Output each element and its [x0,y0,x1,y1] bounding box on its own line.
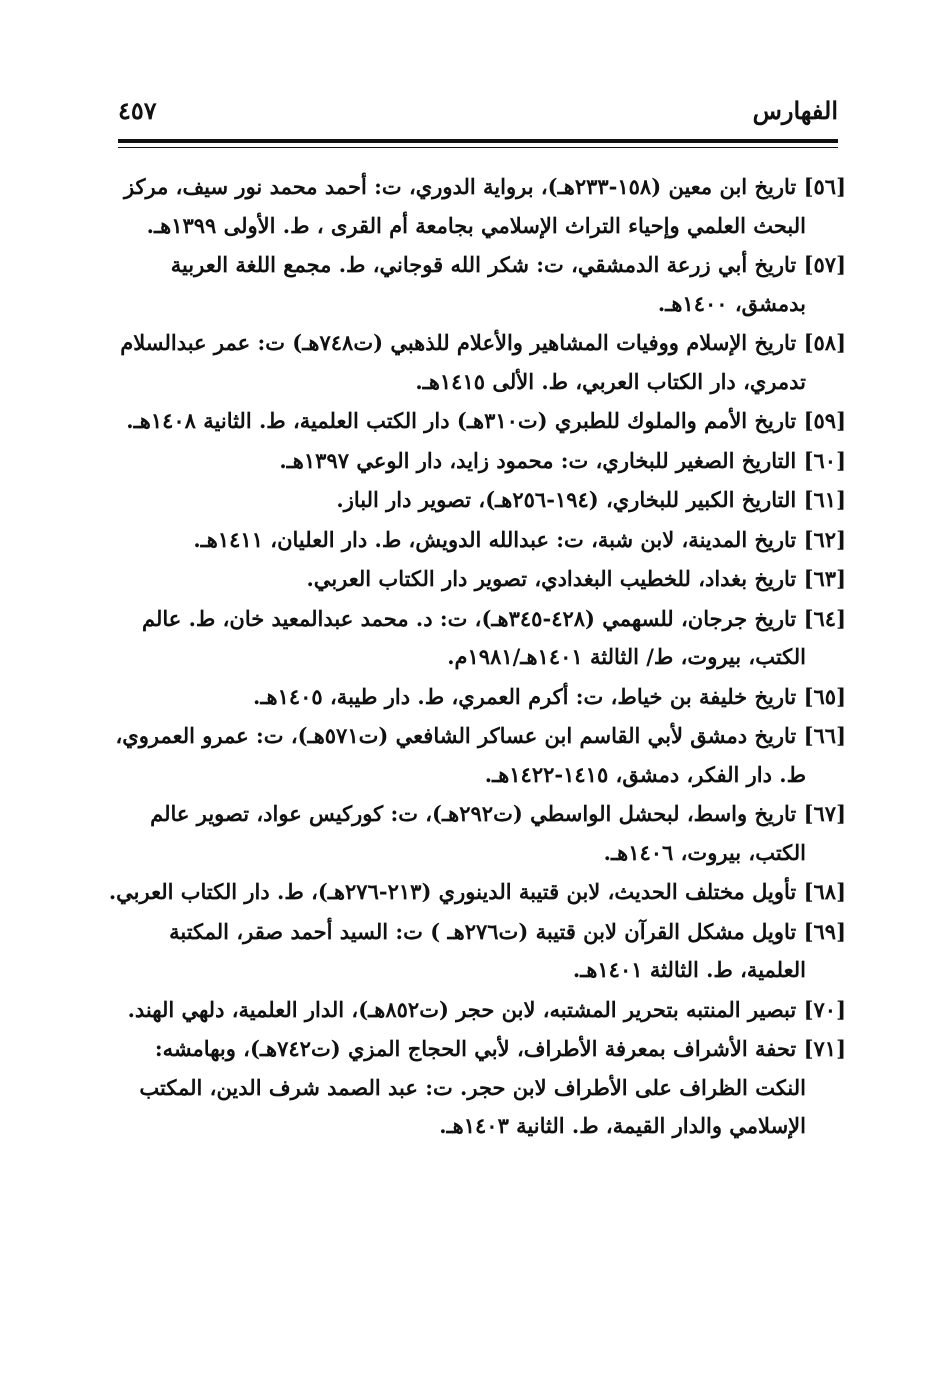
entry-number: [٦٤] [803,605,846,631]
entry-number: [٥٦] [803,174,846,199]
entry-text: التاريخ الصغير للبخاري، ت: محمود زايد، دار الوعي ١٣٩٧هـ. [279,447,797,473]
entry-text: تبصير المنتبه بتحرير المشتبه، لابن حجر (ت٨٥٢هـ)، الدار العلمية، دلهي الهند. [127,996,797,1022]
bibliography-entry [108,324,846,401]
bibliography-entry [108,402,846,441]
entry-number: [٦٦] [803,723,846,748]
entry-text: تاريخ ابن معين (١٥٨-٢٣٣هـ)، برواية الدوري، ت: أحمد محمد نور سيف، مركز البحث العلمي وإحياء التراث الإسلامي بجامعة أم القرى ، ط. الأولى ١٣٩٩هـ. [123,174,806,238]
bibliography-entry [108,168,846,245]
entry-number: [٦٣] [803,566,846,591]
page-header [118,96,838,136]
entry-text: تاريخ المدينة، لابن شبة، ت: عبدالله الدويش، ط. دار العليان، ١٤١١هـ. [193,526,797,552]
header-rule-thin [118,147,838,148]
entry-text: التاريخ الكبير للبخاري، (١٩٤-٢٥٦هـ)، تصوير دار الباز. [336,487,797,512]
bibliography-entry [108,560,846,599]
entry-number: [٦٢] [803,526,846,552]
bibliography-entry [108,873,846,912]
entry-text: تاريخ الإسلام ووفيات المشاهير والأعلام للذهبي (ت٧٤٨هـ) ت: عمر عبدالسلام تدمري، دار الكتاب العربي، ط. الألى ١٤١٥هـ. [120,330,806,394]
entry-text: تأويل مختلف الحديث، لابن قتيبة الدينوري (٢١٣-٢٧٦هـ)، ط. دار الكتاب العربي. [108,879,797,904]
bibliography-entry [108,717,846,794]
entry-number: [٥٧] [803,252,846,277]
entry-number: [٦٧] [803,801,846,826]
bibliography-list [108,168,846,1147]
bibliography-entry [108,991,846,1030]
entry-number: [٦١] [803,487,846,512]
entry-number: [٧٠] [803,996,846,1022]
bibliography-entry [108,913,846,990]
entry-text: تاريخ جرجان، للسهمي (٤٢٨-٣٤٥هـ)، ت: د. محمد عبدالمعيد خان، ط. عالم الكتب، بيروت، ط/ الثالثة ١٤٠١هـ/١٩٨١م. [141,605,806,669]
entry-number: [٧١] [803,1036,846,1061]
entry-text: تاريخ واسط، لبحشل الواسطي (ت٢٩٢هـ)، ت: كوركيس عواد، تصوير عالم الكتب، بيروت، ١٤٠٦هـ. [150,801,806,865]
entry-text: تاريخ الأمم والملوك للطبري (ت٣١٠هـ) دار الكتب العلمية، ط. الثانية ١٤٠٨هـ. [126,408,797,433]
bibliography-entry [108,795,846,872]
entry-number: [٦٨] [803,879,846,904]
header-rule-thick [118,139,838,143]
entry-text: تاريخ بغداد، للخطيب البغدادي، تصوير دار الكتاب العربي. [306,566,797,591]
bibliography-entry [108,600,846,677]
entry-text: تاريخ خليفة بن خياط، ت: أكرم العمري، ط. دار طيبة، ١٤٠٥هـ. [253,683,797,709]
running-title: الفهارس [752,96,838,125]
entry-text: تاريخ أبي زرعة الدمشقي، ت: شكر الله قوجاني، ط. مجمع اللغة العربية بدمشق، ١٤٠٠هـ. [170,252,806,316]
entry-number: [٥٩] [803,408,846,433]
entry-number: [٦٩] [803,918,846,944]
bibliography-entry [108,481,846,520]
entry-text: تاويل مشكل القرآن لابن قتيبة (ت٢٧٦هـ ) ت: السيد أحمد صقر، المكتبة العلمية، ط. الثالثة ١٤٠١هـ. [169,918,806,982]
bibliography-entry [108,246,846,323]
entry-number: [٥٨] [803,330,846,355]
entry-text: تحفة الأشراف بمعرفة الأطراف، لأبي الحجاج المزي (ت٧٤٢هـ)، وبهامشه: النكت الظراف على الأطراف لابن حجر. ت: عبد الصمد شرف الدين، المكتب الإسلامي والدار القيمة، ط. الثانية ١٤٠٣هـ. [139,1036,806,1138]
entry-text: تاريخ دمشق لأبي القاسم ابن عساكر الشافعي (ت٥٧١هـ)، ت: عمرو العمروي، ط. دار الفكر، دمشق، ١٤١٥-١٤٢٢هـ. [115,723,806,787]
bibliography-entry [108,678,846,717]
page-number: ٤٥٧ [118,96,157,125]
bibliography-entry [108,521,846,560]
entry-number: [٦٥] [803,683,846,709]
bibliography-entry [108,442,846,481]
bibliography-entry [108,1030,846,1146]
entry-number: [٦٠] [803,447,846,473]
